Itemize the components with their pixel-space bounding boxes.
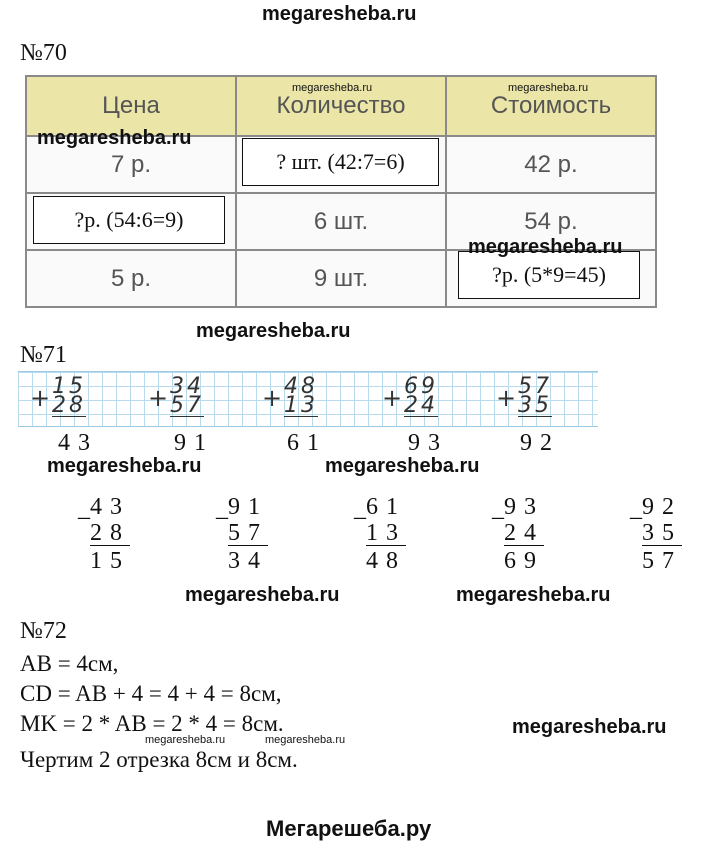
- table-cell: 42 р.: [446, 136, 656, 193]
- table-cell: 6 шт.: [236, 193, 446, 250]
- answer-cost-box: ?р. (5*9=45): [458, 251, 640, 299]
- sum-result: 61: [287, 430, 327, 456]
- watermark: megaresheba.ru: [145, 734, 226, 746]
- header-cost: Стоимость: [446, 76, 656, 136]
- task-71-title: №71: [20, 342, 67, 368]
- watermark: megaresheba.ru: [37, 127, 192, 149]
- watermark: megaresheba.ru: [265, 734, 346, 746]
- sum-result: 43: [58, 430, 98, 456]
- watermark: megaresheba.ru: [185, 584, 340, 606]
- task-72-line-3: MK = 2 * AB = 2 * 4 = 8см.: [20, 711, 284, 736]
- task-72-line-4: Чертим 2 отрезка 8см и 8см.: [20, 747, 298, 772]
- task-72-title: №72: [20, 618, 67, 644]
- task-72-line-1: AB = 4см,: [20, 651, 119, 676]
- watermark: megaresheba.ru: [292, 82, 373, 94]
- task-70-title: №70: [20, 40, 67, 66]
- sum-result: 93: [408, 430, 448, 456]
- watermark: megaresheba.ru: [47, 455, 202, 477]
- header-watermark: megaresheba.ru: [262, 3, 417, 25]
- table-cell: 54 р.: [446, 193, 656, 250]
- task-72-line-2: CD = AB + 4 = 4 + 4 = 8см,: [20, 681, 282, 706]
- footer-watermark: Мегарешеба.ру: [266, 816, 432, 841]
- table-cell: 7 р.: [26, 136, 236, 193]
- sum-result: 92: [520, 430, 560, 456]
- header-price: Цена: [26, 76, 236, 136]
- watermark: megaresheba.ru: [456, 584, 611, 606]
- table-cell: 5 р.: [26, 250, 236, 307]
- watermark: megaresheba.ru: [325, 455, 480, 477]
- watermark: megaresheba.ru: [468, 236, 623, 258]
- sum-result: 91: [174, 430, 214, 456]
- answer-price-box: ?р. (54:6=9): [33, 196, 225, 244]
- watermark: megaresheba.ru: [508, 82, 589, 94]
- watermark: megaresheba.ru: [196, 320, 351, 342]
- header-quantity: Количество: [236, 76, 446, 136]
- watermark: megaresheba.ru: [512, 716, 667, 738]
- table-cell: 9 шт.: [236, 250, 446, 307]
- answer-quantity-box: ? шт. (42:7=6): [242, 138, 439, 186]
